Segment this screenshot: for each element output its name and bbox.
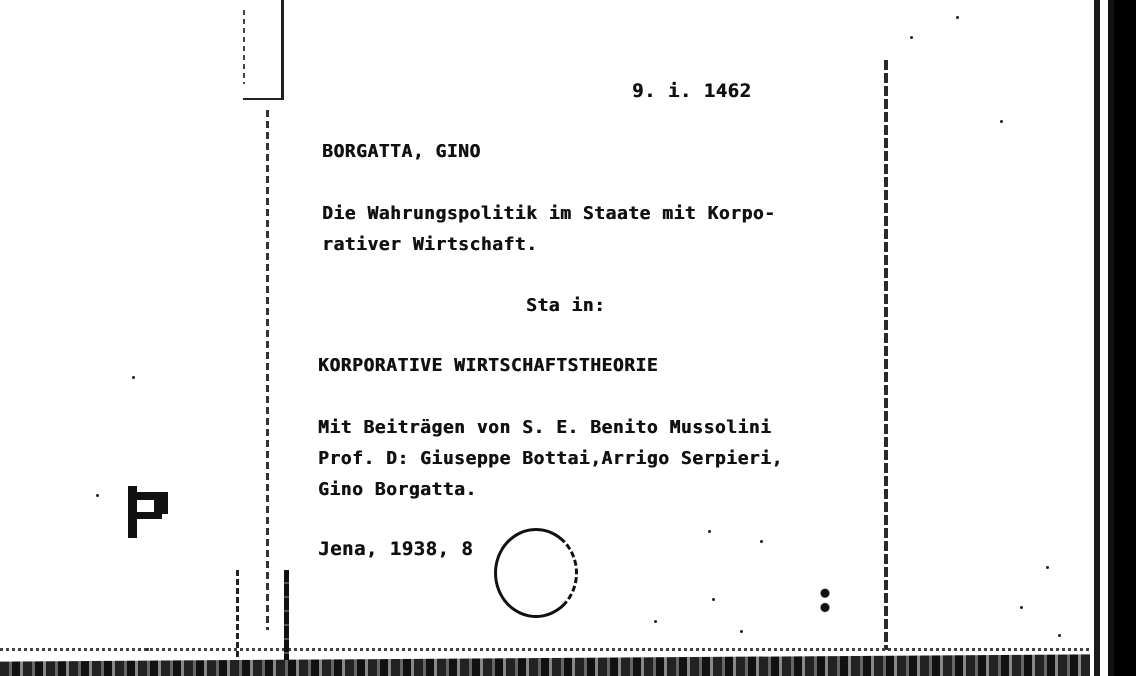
contributor-line: Mit Beiträgen von S. E. Benito Mussolini	[318, 417, 772, 438]
publication-info: Jena, 1938, 8	[318, 538, 474, 560]
speck	[1058, 634, 1061, 637]
top-left-bracket-mark	[243, 0, 284, 100]
circular-stamp-mark	[494, 528, 578, 618]
speck	[654, 620, 657, 623]
card-left-edge	[266, 110, 269, 630]
work-title-line: Die Wahrungspolitik im Staate mit Korpo-	[322, 203, 776, 224]
scan-right-border	[1086, 0, 1136, 676]
bottom-left-bracket-mark	[236, 570, 292, 660]
tab-f-mark-icon	[128, 486, 168, 538]
speck	[1020, 606, 1023, 609]
contributors	[318, 412, 783, 505]
speck	[956, 16, 959, 19]
work-title-line: rativer Wirtschaft.	[322, 234, 538, 255]
collection-title: KORPORATIVE WIRTSCHAFTSTHEORIE	[318, 355, 659, 376]
speck	[1046, 566, 1049, 569]
margin-ink-mark	[820, 588, 830, 614]
speck	[760, 540, 763, 543]
scan-bottom-edge-line	[0, 648, 1090, 651]
speck	[132, 376, 135, 379]
scan-bottom-border	[0, 652, 1090, 676]
contributor-line: Prof. D: Giuseppe Bottai,Arrigo Serpieri,	[318, 448, 783, 469]
card-right-edge	[884, 60, 888, 650]
contributor-line: Gino Borgatta.	[318, 479, 477, 500]
speck	[146, 648, 149, 651]
catalog-number: 9. i. 1462	[632, 80, 752, 102]
speck	[712, 598, 715, 601]
speck	[910, 36, 913, 39]
speck	[96, 494, 99, 497]
in-label: Sta in:	[526, 295, 606, 316]
work-title	[322, 198, 775, 260]
author-heading: BORGATTA, GINO	[322, 141, 481, 162]
speck	[708, 530, 711, 533]
speck	[740, 630, 743, 633]
speck	[1000, 120, 1003, 123]
